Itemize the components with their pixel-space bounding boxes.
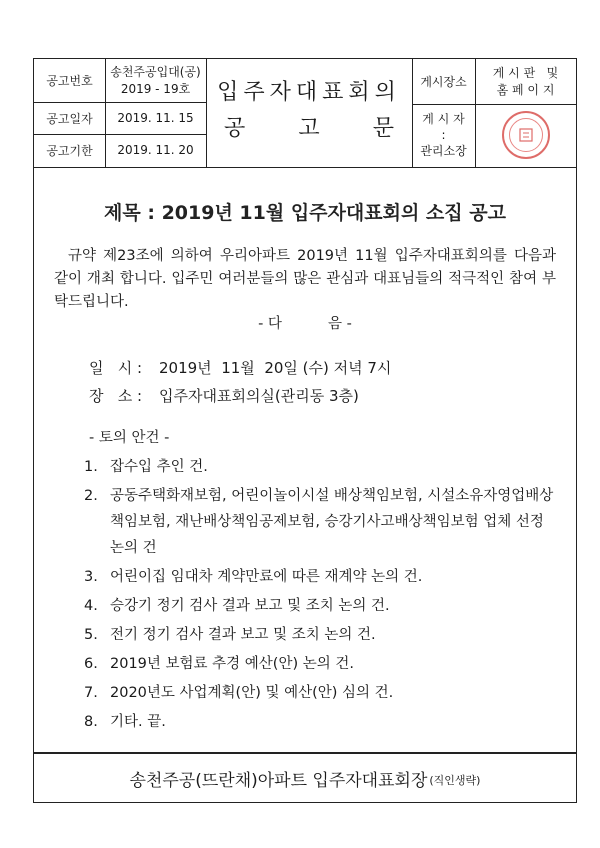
agenda-text: 잡수입 추인 건.: [110, 459, 208, 475]
notice-date-label: 공고일자: [46, 111, 93, 126]
agenda-num: 6.: [84, 656, 98, 672]
title-char-3: 문: [372, 115, 394, 141]
agenda-num: 1.: [84, 459, 98, 475]
agenda-num: 3.: [84, 569, 98, 585]
notice-date-value: 2019. 11. 15: [117, 111, 194, 125]
agenda-item: [84, 622, 556, 648]
notice-subject: 제목 : 2019년 11월 입주자대표회의 소집 공고: [104, 202, 506, 224]
notice-no-line1: 송천주공입대(공): [110, 65, 201, 80]
document-title: [206, 59, 412, 166]
notice-no-value: [105, 59, 206, 102]
agenda-item: [84, 483, 556, 561]
agenda-text: 어린이집 임대차 계약만료에 따른 재계약 논의 건.: [110, 569, 423, 585]
intro-paragraph: 규약 제23조에 의하여 우리아파트 2019년 11월 입주자대표회의를 다음과 같이 개최 합니다. 입주민 여러분들의 많은 관심과 대표님들의 적극적인 참여 부탁드립니다.: [54, 248, 556, 310]
time-label: 일 시 :: [89, 359, 143, 377]
notice-body: [33, 168, 577, 753]
post-place-label: 게시장소: [420, 75, 467, 89]
agenda-num: 4.: [84, 598, 98, 614]
deadline-value: 2019. 11. 20: [117, 143, 194, 157]
section-divider-label: - 다 음 -: [258, 316, 352, 332]
title-line2: [224, 114, 394, 144]
poster-line2: :: [441, 127, 446, 142]
schedule-block: [89, 354, 391, 410]
notice-footer: [33, 753, 577, 803]
agenda-text: 공동주택화재보험, 어린이놀이시설 배상책임보험, 시설소유자영업배상책임보험, 재난배상책임공제보험, 승강기사고배상책임보험 업체 선정 논의 건: [110, 488, 554, 556]
agenda-text: 승강기 정기 검사 결과 보고 및 조치 논의 건.: [110, 598, 390, 614]
seal-omitted-note: (직인생략): [429, 774, 481, 787]
agenda-num: 2.: [84, 488, 98, 504]
post-place-line1: 게 시 판 및: [492, 66, 559, 81]
schedule-time-row: [89, 354, 391, 382]
poster-label: [412, 104, 475, 166]
poster-line1: 게 시 자: [422, 111, 465, 126]
post-place-value: [475, 59, 576, 104]
time-value: 2019년 11월 20일 (수) 저녁 7시: [159, 359, 392, 377]
deadline-label: 공고기한: [46, 143, 93, 158]
agenda-num: 5.: [84, 627, 98, 643]
signer-name: 송천주공(뜨란채)아파트 입주자대표회장: [129, 770, 428, 791]
notice-no-label: 공고번호: [46, 74, 93, 88]
place-label: 장 소 :: [89, 387, 143, 405]
agenda-item: [84, 454, 556, 480]
seal-cell: [475, 104, 576, 166]
agenda-text: 기타. 끝.: [110, 714, 166, 730]
agenda-num: 7.: [84, 685, 98, 701]
agenda-title: - 토의 안건 -: [89, 430, 170, 446]
poster-line3: 관리소장: [420, 144, 467, 159]
agenda-text: 전기 정기 검사 결과 보고 및 조치 논의 건.: [110, 627, 376, 643]
agenda-item: [84, 709, 556, 735]
official-seal-icon: [502, 111, 550, 159]
notice-no-line2: 2019 - 19호: [120, 81, 191, 96]
post-place-line2: 홈 페 이 지: [496, 82, 555, 97]
title-char-2: 고: [298, 115, 320, 141]
agenda-item: [84, 680, 556, 706]
agenda-item: [84, 651, 556, 677]
agenda-list: [84, 454, 556, 738]
schedule-place-row: [89, 382, 391, 410]
title-line1: 입주자대표회의: [217, 79, 401, 105]
agenda-text: 2020년도 사업계획(안) 및 예산(안) 심의 건.: [110, 685, 394, 701]
agenda-text: 2019년 보험료 추경 예산(안) 논의 건.: [110, 656, 354, 672]
notice-header-table: [33, 58, 577, 168]
title-char-1: 공: [224, 115, 246, 141]
agenda-item: [84, 593, 556, 619]
agenda-item: [84, 564, 556, 590]
agenda-num: 8.: [84, 714, 98, 730]
place-value: 입주자대표회의실(관리동 3층): [159, 387, 359, 405]
